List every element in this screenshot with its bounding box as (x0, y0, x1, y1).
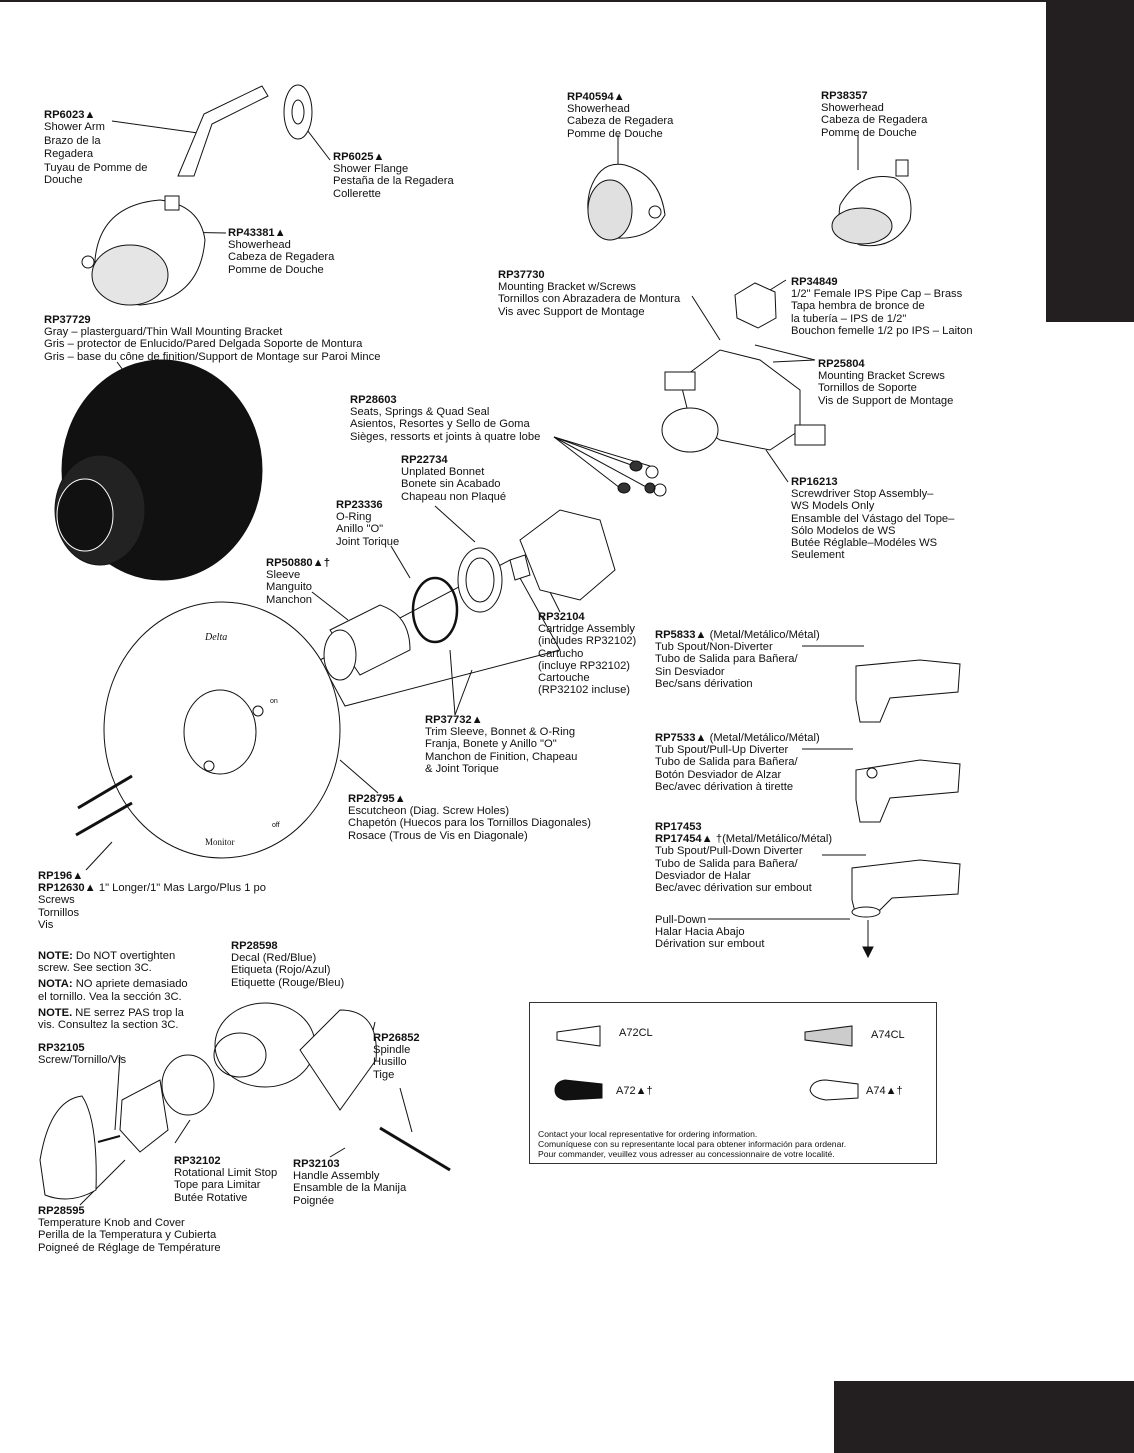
handle-a72cl-label: A72CL (619, 1027, 653, 1039)
handle-a72-label: A72▲† (616, 1085, 653, 1097)
handle-options-box (529, 1002, 937, 1164)
label-rp25804: RP25804 Mounting Bracket Screws Tornillos de Soporte Vis de Support de Montage (818, 358, 954, 407)
label-rp5833: RP5833▲ (Metal/Metálico/Métal) Tub Spout/Non-Diverter Tubo de Salida para Bañera/ Sin Desviador Bec/sans dérivation (655, 629, 820, 690)
note-spanish: NOTA: NO apriete demasiado el tornillo. Vea la sección 3C. (38, 978, 188, 1003)
label-rp28795: RP28795▲ Escutcheon (Diag. Screw Holes) Chapetón (Huecos para los Tornillos Diagonales) Rosace (Trous de Vis en Diagonale) (348, 793, 591, 842)
label-rp28603: RP28603 Seats, Springs & Quad Seal Asientos, Resortes y Sello de Goma Sièges, ressorts et joints à quatre lobe (350, 394, 541, 443)
label-rp43381: RP43381▲ Showerhead Cabeza de Regadera Pomme de Douche (228, 227, 335, 276)
label-rp22734: RP22734 Unplated Bonnet Bonete sin Acabado Chapeau non Plaqué (401, 454, 507, 503)
note-french: NOTE. NE serrez PAS trop la vis. Consultez la section 3C. (38, 1006, 184, 1032)
label-rp7533: RP7533▲ (Metal/Metálico/Métal) Tub Spout/Pull-Up Diverter Tubo de Salida para Bañera/ Botón Desviador de Alzar Bec/avec dérivation à tirette (655, 732, 820, 793)
label-rp196: RP196▲ RP12630▲ 1" Longer/1" Mas Largo/Plus 1 po Screws Tornillos Vis (38, 870, 266, 931)
label-rp23336: RP23336 O-Ring Anillo "O" Joint Torique (336, 499, 400, 548)
label-rp40594: RP40594▲ Showerhead Cabeza de Regadera Pomme de Douche (567, 91, 674, 140)
handle-a74cl-label: A74CL (871, 1029, 905, 1041)
label-rp28595: RP28595 Temperature Knob and Cover Perilla de la Temperatura y Cubierta Poigneé de Réglage de Température (38, 1205, 221, 1254)
label-rp17453: RP17453 RP17454▲ †(Metal/Metálico/Métal) Tub Spout/Pull-Down Diverter Tubo de Salida para Bañera/ Desviador de Halar Bec/avec dérivation sur embout (655, 821, 833, 895)
handle-a74-label: A74▲† (866, 1085, 903, 1097)
escutcheon-brand-mark: Delta (205, 632, 228, 643)
note-block (38, 950, 188, 1031)
escutcheon-on-mark: on (270, 698, 278, 705)
label-rp37729: RP37729 Gray – plasterguard/Thin Wall Mounting Bracket Gris – protector de Enlucido/Pared Delgada Soporte de Montura Gris – base du cône de finition/Support de Montage sur Paroi Mince (44, 314, 381, 363)
label-rp6023: RP6023▲ Shower Arm Brazo de la Regadera Tuyau de Pomme de Douche (44, 109, 148, 187)
label-rp26852: RP26852 Spindle Husillo Tige (373, 1032, 420, 1081)
label-rp50880: RP50880▲† Sleeve Manguito Manchon (266, 557, 330, 606)
label-rp16213: RP16213 Screwdriver Stop Assembly– WS Models Only Ensamble del Vástago del Tope– Sólo Modelos de WS Butée Réglable–Modéles WS Seulement (791, 476, 955, 562)
label-rp32105: RP32105 Screw/Tornillo/Vis (38, 1042, 127, 1067)
note-english: NOTE: Do NOT overtighten screw. See section 3C. (38, 950, 176, 975)
label-rp37732: RP37732▲ Trim Sleeve, Bonnet & O-Ring Franja, Bonete y Anillo "O" Manchon de Finition, Chapeau & Joint Torique (425, 714, 578, 775)
label-rp6025: RP6025▲ Shower Flange Pestaña de la Regadera Collerette (333, 151, 454, 200)
escutcheon-off-mark: off (272, 822, 280, 829)
label-rp37730: RP37730 Mounting Bracket w/Screws Tornillos con Abrazadera de Montura Vis avec Support de Montage (498, 269, 681, 318)
label-pull-down: Pull-Down Halar Hacia Abajo Dérivation sur embout (655, 914, 765, 951)
label-rp32102: RP32102 Rotational Limit Stop Tope para Limitar Butée Rotative (174, 1155, 278, 1204)
label-rp32103: RP32103 Handle Assembly Ensamble de la Manija Poignée (293, 1158, 407, 1207)
ordering-contact-text: Contact your local representative for ordering information. Comuníquese con su representante local para obtener información para ordenar. Pour commander, veuillez vous adresser au concessionnaire de votre localité. (538, 1129, 847, 1160)
label-rp34849: RP34849 1/2" Female IPS Pipe Cap – Brass Tapa hembra de bronce de la tubería – IPS de 1/2" Bouchon femelle 1/2 po IPS – Laiton (791, 276, 973, 337)
label-rp32104: RP32104 Cartridge Assembly (includes RP32102) Cartucho (incluye RP32102) Cartouche (RP32102 incluse) (538, 611, 637, 697)
label-rp38357: RP38357 Showerhead Cabeza de Regadera Pomme de Douche (821, 90, 928, 139)
label-rp28598: RP28598 Decal (Red/Blue) Etiqueta (Rojo/Azul) Etiquette (Rouge/Bleu) (231, 940, 345, 989)
escutcheon-model-mark: Monitor (205, 837, 235, 847)
